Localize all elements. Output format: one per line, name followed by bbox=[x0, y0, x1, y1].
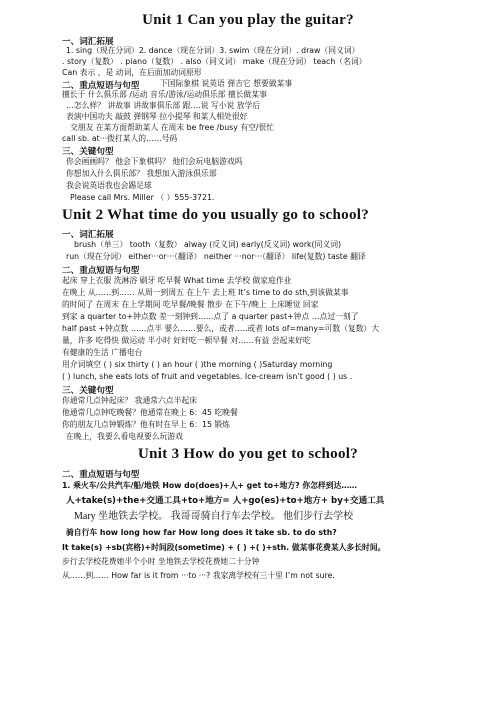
unit1-sentence-4: Please call Mrs. Miller （ ）555-3721. bbox=[70, 193, 215, 202]
unit1-phrases-line-6: call sb. at···拨打某人的……号码 bbox=[62, 134, 178, 143]
unit2-phrases-line-5: half past +钟点数 ……点半 要么……要么，或者…..或者 lots of=many=可数（复数）大 bbox=[62, 324, 380, 333]
unit1-title: Unit 1 Can you play the guitar? bbox=[142, 12, 354, 28]
unit1-sentence-2: 你想加入什么俱乐部？ 我想加入游泳俱乐部 bbox=[66, 169, 217, 178]
unit1-sentence-1: 你会画画吗？ 他会下象棋吗？ 他们会玩电脑游戏吗 bbox=[66, 157, 243, 166]
unit3-phrases-heading: 二、重点短语与句型 bbox=[62, 470, 140, 480]
unit1-sentence-3: 我会说英语我也会踢足球 bbox=[66, 181, 152, 190]
unit3-line-2: 人+take(s)+the+交通工具+to+地方= 人+go(es)+to+地方+ by+交通工具 bbox=[66, 496, 385, 506]
unit3-title: Unit 3 How do you get to school? bbox=[137, 446, 359, 462]
unit1-vocab-line-3: Can 表示 ，是 动词，在后面加动词原形 bbox=[62, 68, 202, 77]
unit3-line-5: It take(s) +sb(宾格)+时间段(sometime) + ( ) +( )+sth. 做某事花费某人多长时间。 bbox=[62, 543, 386, 552]
unit1-phrases-line-5: 交朋友 在某方面帮助某人 在周末 be free /busy 有空/很忙 bbox=[70, 123, 275, 132]
unit1-vocab-line-2: . story（复数） . piano（复数） . also（同义词） make（现在分词） teach（名词） bbox=[62, 57, 367, 66]
unit2-phrases-line-8: 用介词填空 ( ) six thirty ( ) an hour ( )the morning ( )Saturday morning bbox=[62, 360, 333, 369]
unit1-phrases-line-4: 表演中国功夫 敲鼓 弹钢琴 拉小提琴 和某人相处很好 bbox=[66, 112, 248, 121]
unit2-sentence-4: 在晚上，我要么看电视要么玩游戏 bbox=[66, 432, 183, 441]
unit2-sentences-heading: 三、关键句型 bbox=[62, 386, 114, 396]
unit3-line-4: 骑自行车 how long how far How long does it take sb. to do sth? bbox=[66, 528, 337, 537]
unit2-phrases-line-9: ( ) lunch, she eats lots of fruit and vegetables. Ice-cream isn’t good ( ) us . bbox=[62, 372, 353, 381]
unit3-line-7: 从……到…… How far is it from ···to ···? 我家离学校有三十里 I’m not sure. bbox=[62, 571, 335, 580]
unit2-sentence-1: 你通常几点钟起床？ 我通常六点半起床 bbox=[62, 396, 198, 405]
unit2-vocab-heading: 一、词汇拓展 bbox=[62, 230, 114, 240]
unit2-phrases-line-4: 到家 a quarter to+钟点数 差一刻钟到……点了 a quarter past+钟点 …点过一刻了 bbox=[62, 312, 359, 321]
unit2-title: Unit 2 What time do you usually go to school? bbox=[62, 207, 370, 223]
unit3-line-3: Mary 坐地铁去学校。 我哥哥骑自行车去学校。 他们步行去学校 bbox=[74, 511, 354, 522]
unit2-phrases-heading: 二、重点短语与句型 bbox=[62, 266, 140, 276]
unit2-phrases-line-2: 在晚上 从……到…… 从周一到周五 在上午 去上班 It’s time to do sth,到该做某事 bbox=[62, 288, 349, 297]
unit3-line-1: 1. 乘火车/公共汽车/船/地铁 How do(does)+人+ get to+地方? 你怎样到达…… bbox=[62, 481, 357, 490]
unit1-phrases-line-3: …怎么样？ 讲故事 讲故事俱乐部 跟….说 写小说 放学后 bbox=[66, 101, 261, 110]
unit2-vocab-line-1: brush（单三） tooth（复数） alway (反义词) early(反义词) work(同义词) bbox=[74, 240, 342, 249]
unit1-vocab-line-1: 1. sing（现在分词）2. dance（现在分词）3. swim（现在分词）. draw（同义词） bbox=[66, 46, 360, 55]
unit1-phrases-heading: 二、重点短语与句型 bbox=[62, 81, 140, 91]
unit2-phrases-line-6: 量，许多 吃得快 做运动 半小时 好好吃一顿早餐 对……有益 尝起来好吃 bbox=[62, 336, 311, 345]
unit1-phrases-line-2: 擅长于 什么俱乐部 /运动 音乐/游泳/运动俱乐部 擅长做某事 bbox=[62, 90, 267, 99]
unit2-phrases-line-3: 的时间了 在周末 在上学期间 吃早餐/晚餐 散步 在下午/晚上 上床睡觉 回家 bbox=[62, 300, 319, 309]
unit1-phrases-line-1: 下国际象棋 说英语 弹吉它 想要做某事 bbox=[160, 79, 293, 88]
unit3-line-6: 步行去学校花费她半个小时 坐地铁去学校花费她二十分钟 bbox=[62, 557, 260, 566]
unit2-vocab-line-2: run（现在分词） either···or···（翻译） neither ···nor···（翻译） life(复数) taste 翻译 bbox=[66, 252, 366, 261]
unit2-phrases-line-1: 起床 穿上衣服 洗淋浴 刷牙 吃早餐 What time 去学校 做家庭作业 bbox=[62, 276, 292, 285]
unit1-vocab-heading: 一、词汇拓展 bbox=[62, 37, 114, 47]
unit2-phrases-line-7: 有健康的生活 广播电台 bbox=[62, 348, 143, 357]
unit2-sentence-3: 你的朋友几点钟锻炼？他有时在早上 6：15 锻炼 bbox=[62, 420, 230, 429]
unit2-sentence-2: 他通常几点钟吃晚餐？他通常在晚上 6：45 吃晚餐 bbox=[62, 408, 238, 417]
unit1-sentences-heading: 三、关键句型 bbox=[62, 147, 114, 157]
